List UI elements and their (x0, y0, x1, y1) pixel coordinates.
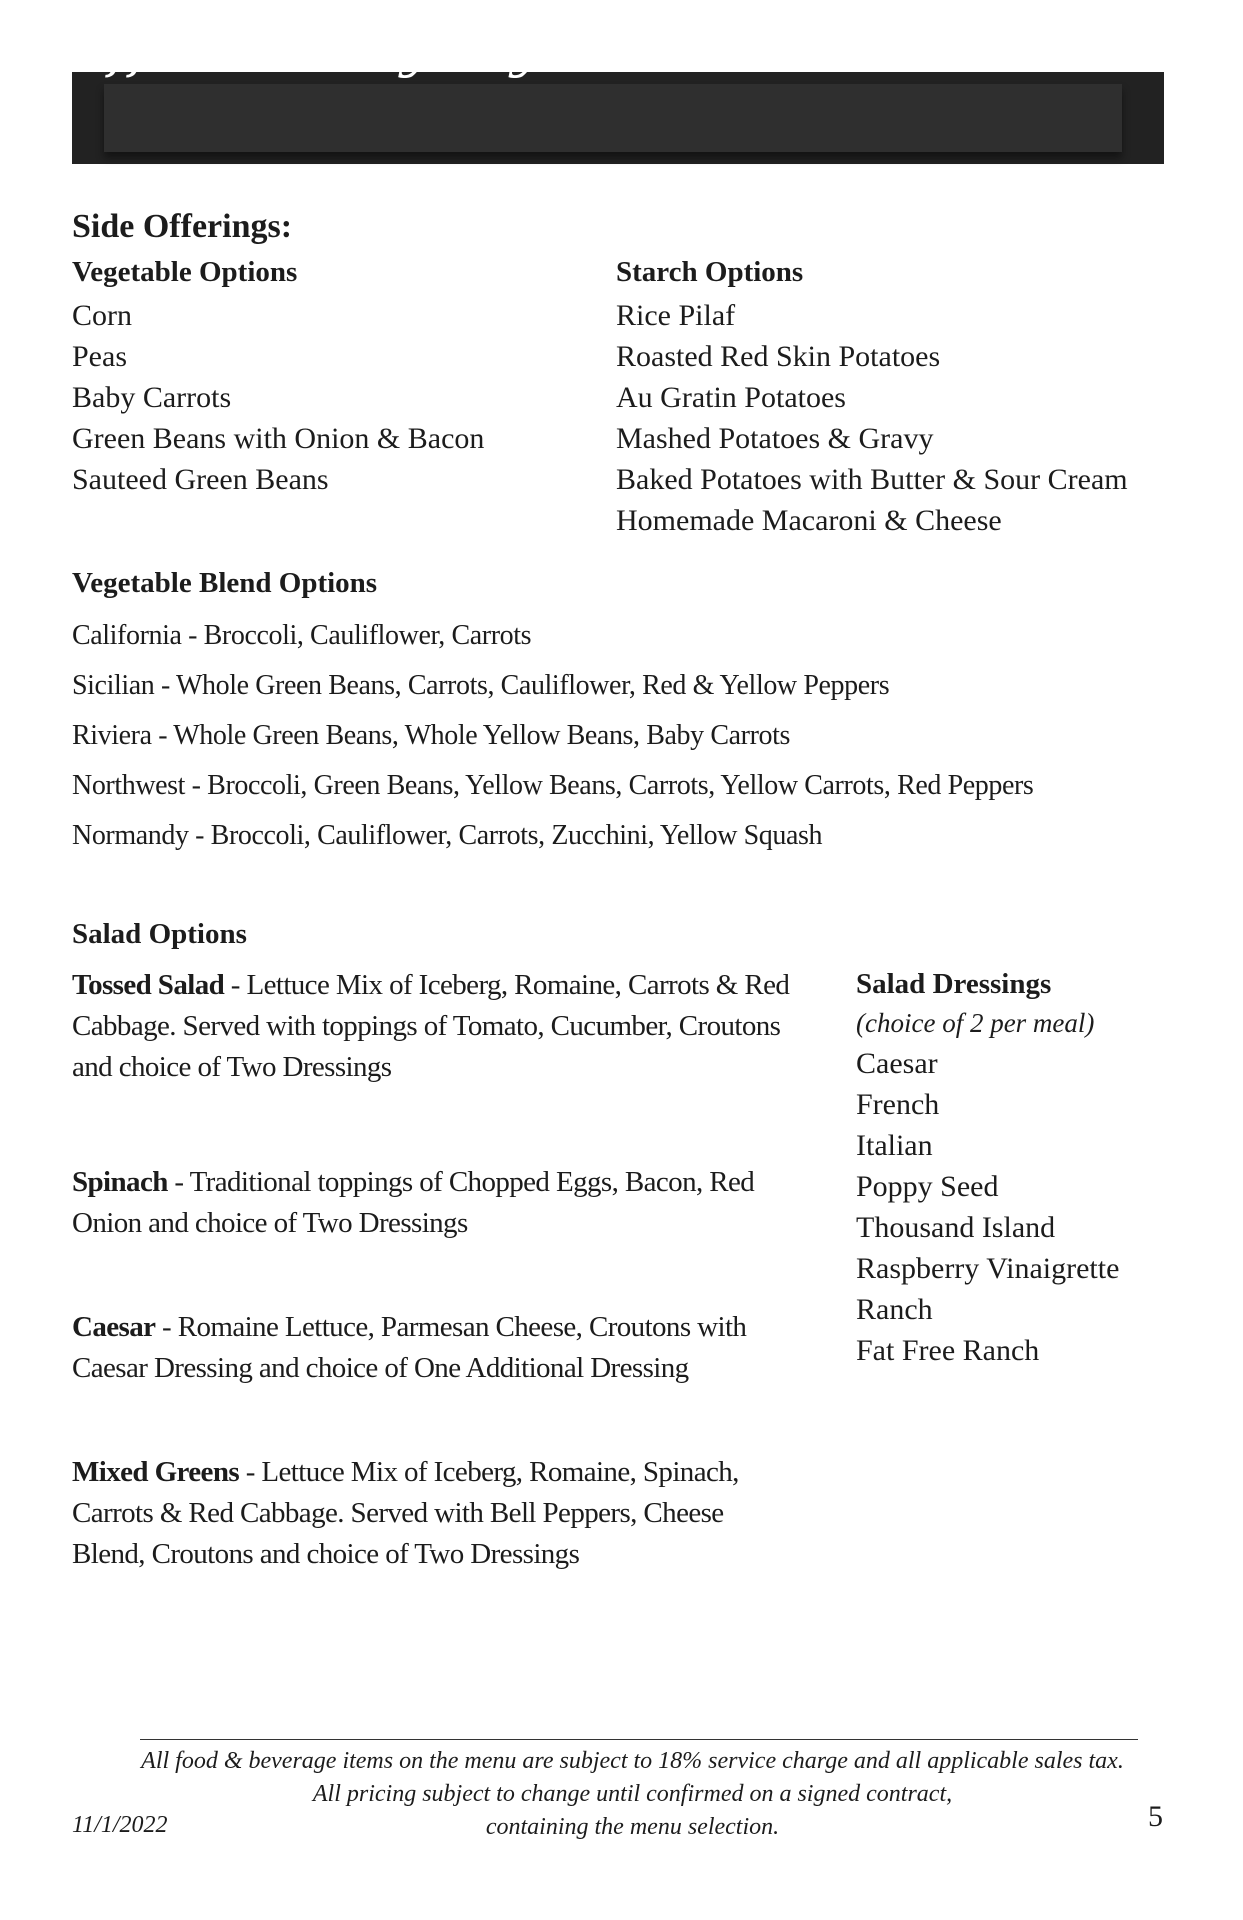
salad-description: - Lettuce Mix of Iceberg, Romaine, Spinach, Carrots & Red Cabbage. Served with Bell Peppers, Cheese Blend, Croutons and choice of Two Dressings (72, 1456, 739, 1570)
list-item: Corn (72, 299, 132, 332)
list-item: Riviera - Whole Green Beans, Whole Yellow Beans, Baby Carrots (72, 720, 790, 751)
title-banner-panel (104, 84, 1122, 152)
salad-options-heading: Salad Options (72, 918, 247, 950)
list-item: Baby Carrots (72, 381, 232, 414)
list-item: Mashed Potatoes & Gravy (616, 422, 934, 455)
list-item: Green Beans with Onion & Bacon (72, 422, 485, 455)
footer-line-2: All pricing subject to change until confirmed on a signed contract, (312, 1781, 953, 1807)
page-number: 5 (1148, 1800, 1163, 1833)
footer-date: 11/1/2022 (72, 1812, 168, 1838)
list-item: Fat Free Ranch (856, 1334, 1040, 1367)
salad-description: - Lettuce Mix of Iceberg, Romaine, Carrots & Red Cabbage. Served with toppings of Tomato, Cucumber, Croutons and choice of Two Dressings (72, 969, 790, 1083)
list-item: Caesar (856, 1047, 938, 1080)
salad-name: Mixed Greens (72, 1456, 240, 1488)
footer-line-3: containing the menu selection. (485, 1814, 780, 1840)
list-item: Rice Pilaf (616, 299, 736, 332)
vegetable-blend-heading: Vegetable Blend Options (72, 567, 378, 599)
list-item: French (856, 1088, 940, 1121)
salad-item-tossed (72, 965, 812, 1088)
list-item: Sauteed Green Beans (72, 463, 329, 496)
salad-name: Tossed Salad (72, 969, 225, 1001)
list-item: Thousand Island (856, 1211, 1056, 1244)
vegetable-options-heading: Vegetable Options (72, 256, 298, 288)
list-item: California - Broccoli, Cauliflower, Carrots (72, 620, 532, 651)
list-item: Roasted Red Skin Potatoes (616, 340, 941, 373)
starch-options-heading: Starch Options (616, 256, 804, 288)
list-item: Normandy - Broccoli, Cauliflower, Carrots, Zucchini, Yellow Squash (72, 820, 823, 851)
side-offerings-heading: Side Offerings: (72, 208, 293, 245)
page-title: Buffet /Family Style Dinner Selections (32, 16, 1116, 79)
salad-name: Caesar (72, 1311, 156, 1343)
salad-dressings-list (856, 1043, 1119, 1371)
salad-item-mixed-greens (72, 1452, 797, 1575)
salad-item-spinach (72, 1162, 822, 1244)
footer-divider (140, 1739, 1138, 1740)
list-item: Northwest - Broccoli, Green Beans, Yellow Beans, Carrots, Yellow Carrots, Red Peppers (72, 770, 1034, 801)
salad-description: - Romaine Lettuce, Parmesan Cheese, Croutons with Caesar Dressing and choice of One Additional Dressing (72, 1311, 747, 1384)
list-item: Homemade Macaroni & Cheese (616, 504, 1002, 537)
salad-dressings-heading: Salad Dressings (856, 968, 1052, 1000)
list-item: Baked Potatoes with Butter & Sour Cream (616, 463, 1128, 496)
list-item: Raspberry Vinaigrette (856, 1252, 1120, 1285)
list-item: Poppy Seed (856, 1170, 999, 1203)
list-item: Peas (72, 340, 127, 373)
vegetable-blend-list (72, 611, 1033, 861)
list-item: Ranch (856, 1293, 933, 1326)
list-item: Sicilian - Whole Green Beans, Carrots, Cauliflower, Red & Yellow Peppers (72, 670, 890, 701)
list-item: Italian (856, 1129, 933, 1162)
vegetable-options-list (72, 295, 484, 500)
salad-name: Spinach (72, 1166, 168, 1198)
list-item: Au Gratin Potatoes (616, 381, 846, 414)
salad-dressings-note: (choice of 2 per meal) (856, 1008, 1095, 1038)
salad-description: - Traditional toppings of Chopped Eggs, Bacon, Red Onion and choice of Two Dressings (72, 1166, 755, 1239)
salad-item-caesar (72, 1307, 822, 1389)
starch-options-list (616, 295, 1128, 541)
footer-line-1: All food & beverage items on the menu are subject to 18% service charge and all applicable sales tax. (141, 1748, 1124, 1774)
